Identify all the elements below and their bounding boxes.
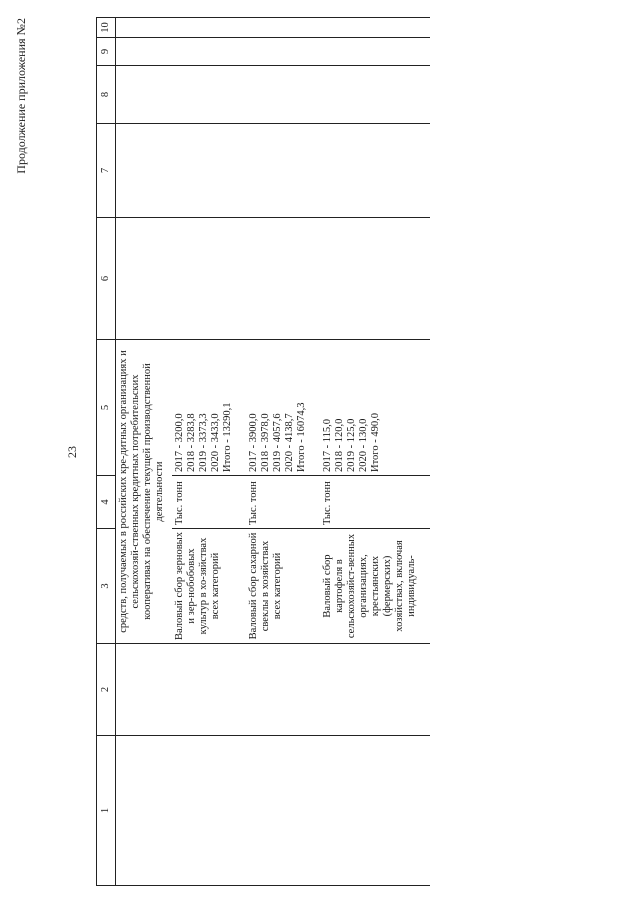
page-number: 23 (65, 446, 79, 458)
value-line: 2018 - 3978,0 (260, 413, 271, 472)
intro-text: средств, получаемых в российских кре-дитных организациях и сельскохозяй-ственных кредитных потребительских кооперативах на обеспечение текущей производственной деятельности (116, 340, 173, 644)
values-cell (246, 340, 320, 476)
indicator-cell: Валовый сбор картофеля в сельскохозяйст-венных организациях, крестьянских (фермерских) хозяйствах, включая индивидуаль- (320, 529, 430, 644)
value-line: 2017 - 3200,0 (174, 413, 185, 472)
unit-cell: Тыс. тонн (320, 476, 430, 529)
unit-cell: Тыс. тонн (246, 476, 320, 529)
value-line: 2018 - 3283,8 (186, 413, 197, 472)
value-line: 2019 - 3373,3 (198, 413, 209, 472)
value-total: Итого - 16074,3 (296, 402, 307, 472)
table-row (246, 18, 320, 886)
value-total: Итого - 13290,1 (222, 402, 233, 472)
column-header: 3 (97, 529, 116, 644)
table-row (320, 18, 430, 886)
column-header: 7 (97, 124, 116, 218)
column-header: 8 (97, 66, 116, 124)
value-line: 2019 - 4057,6 (272, 413, 283, 472)
column-header: 10 (97, 18, 116, 38)
column-header: 1 (97, 736, 116, 886)
value-total: Итого - 490,0 (370, 413, 381, 472)
appendix-caption: Продолжение приложения №2 (14, 18, 28, 174)
value-line: 2020 - 3433,0 (210, 413, 221, 472)
value-line: 2019 - 125,0 (346, 418, 357, 472)
value-line: 2020 - 4138,7 (284, 413, 295, 472)
values-cell (320, 340, 430, 476)
table-row (172, 18, 246, 886)
value-line: 2017 - 115,0 (322, 419, 333, 472)
column-header: 5 (97, 340, 116, 476)
column-number-row (97, 18, 116, 886)
rotated-landscape-sheet (10, 2, 630, 902)
value-line: 2020 - 130,0 (358, 418, 369, 472)
intro-row (116, 18, 173, 886)
value-line: 2018 - 120,0 (334, 418, 345, 472)
column-header: 6 (97, 218, 116, 340)
value-line: 2017 - 3900,0 (248, 413, 259, 472)
column-header: 9 (97, 38, 116, 66)
column-header: 2 (97, 644, 116, 736)
indicator-cell: Валовый сбор сахарной свеклы в хозяйствах всех категорий (246, 529, 320, 644)
column-header: 4 (97, 476, 116, 529)
unit-cell: Тыс. тонн (172, 476, 246, 529)
appendix-table (96, 17, 430, 886)
indicator-cell: Валовый сбор зерновых и зер-нобобовых культур в хо-зяйствах всех категорий (172, 529, 246, 644)
values-cell (172, 340, 246, 476)
